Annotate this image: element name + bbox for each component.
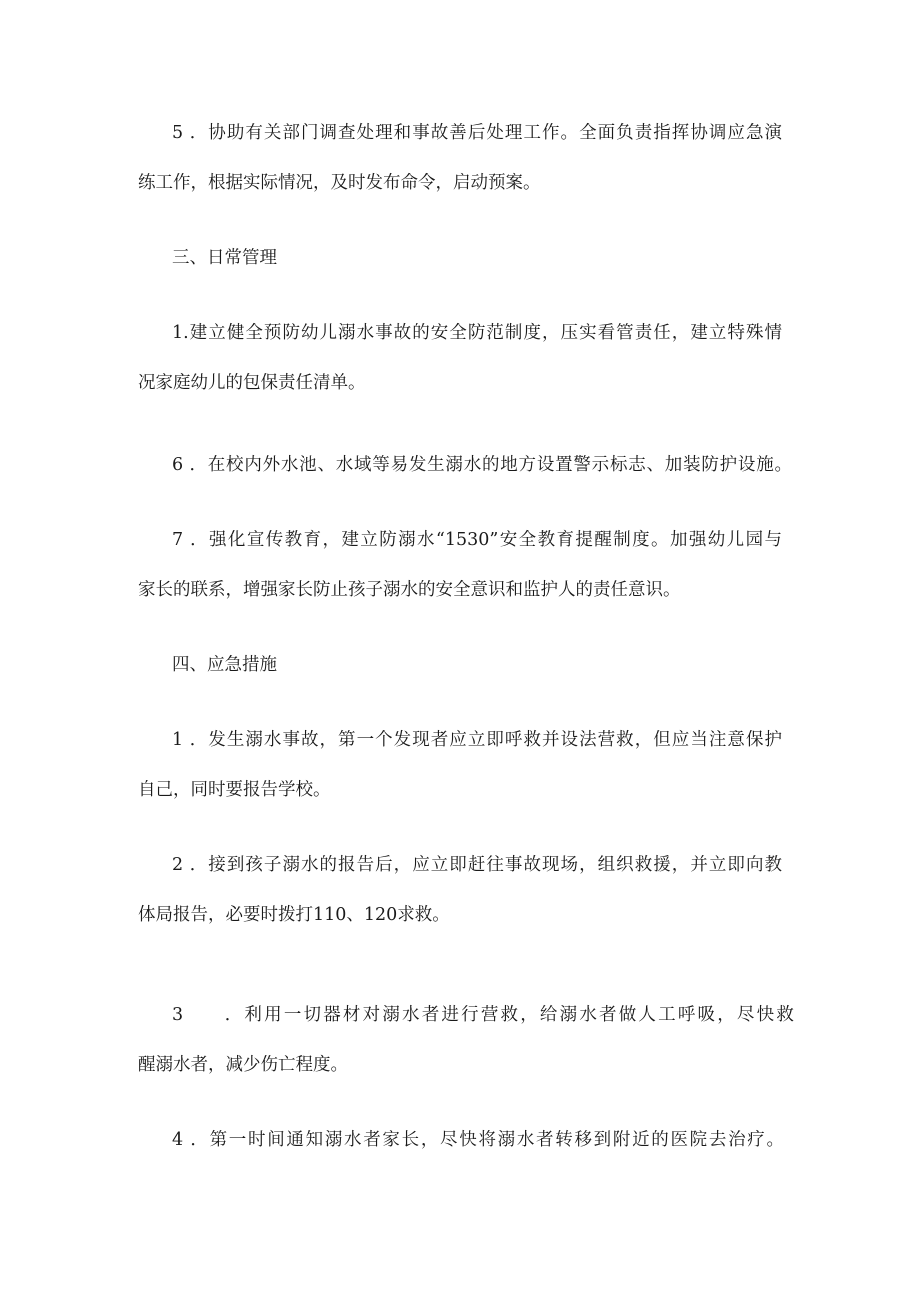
emergency-3-line-2: 醒溺水者，减少伤亡程度。 [138,1055,348,1075]
paragraph-1-line-2: 况家庭幼儿的包保责任清单。 [138,373,366,393]
emergency-1-line-2: 自己，同时要报告学校。 [138,780,331,800]
emergency-1-line-1: 1 ．发生溺水事故，第一个发现者应立即呼救并设法营救，但应当注意保护 [172,730,782,750]
emergency-2-line-1: 2 ．接到孩子溺水的报告后，应立即赶往事故现场，组织救援，并立即向教 [172,855,782,875]
paragraph-5-line-2: 练工作，根据实际情况，及时发布命令，启动预案。 [138,173,541,193]
paragraph-1-line-1: 1.建立健全预防幼儿溺水事故的安全防范制度，压实看管责任，建立特殊情 [172,323,782,343]
paragraph-6: 6 ．在校内外水池、水域等易发生溺水的地方设置警示标志、加装防护设施。 [172,455,792,475]
section-heading-emergency-measures: 四、应急措施 [172,655,277,675]
section-heading-daily-management: 三、日常管理 [172,248,277,268]
paragraph-7-line-1: 7 ．强化宣传教育，建立防溺水“1530”安全教育提醒制度。加强幼儿园与 [172,530,782,550]
emergency-3-line-1: 3 ．利用一切器材对溺水者进行营救，给溺水者做人工呼吸，尽快救 [172,1005,797,1025]
emergency-2-line-2: 体局报告，必要时拨打110、120求救。 [138,905,450,925]
emergency-4: 4 ．第一时间通知溺水者家长，尽快将溺水者转移到附近的医院去治疗。 [172,1130,784,1150]
paragraph-7-line-2: 家长的联系，增强家长防止孩子溺水的安全意识和监护人的责任意识。 [138,580,681,600]
paragraph-5-line-1: 5 ．协助有关部门调查处理和事故善后处理工作。全面负责指挥协调应急演 [172,123,782,143]
